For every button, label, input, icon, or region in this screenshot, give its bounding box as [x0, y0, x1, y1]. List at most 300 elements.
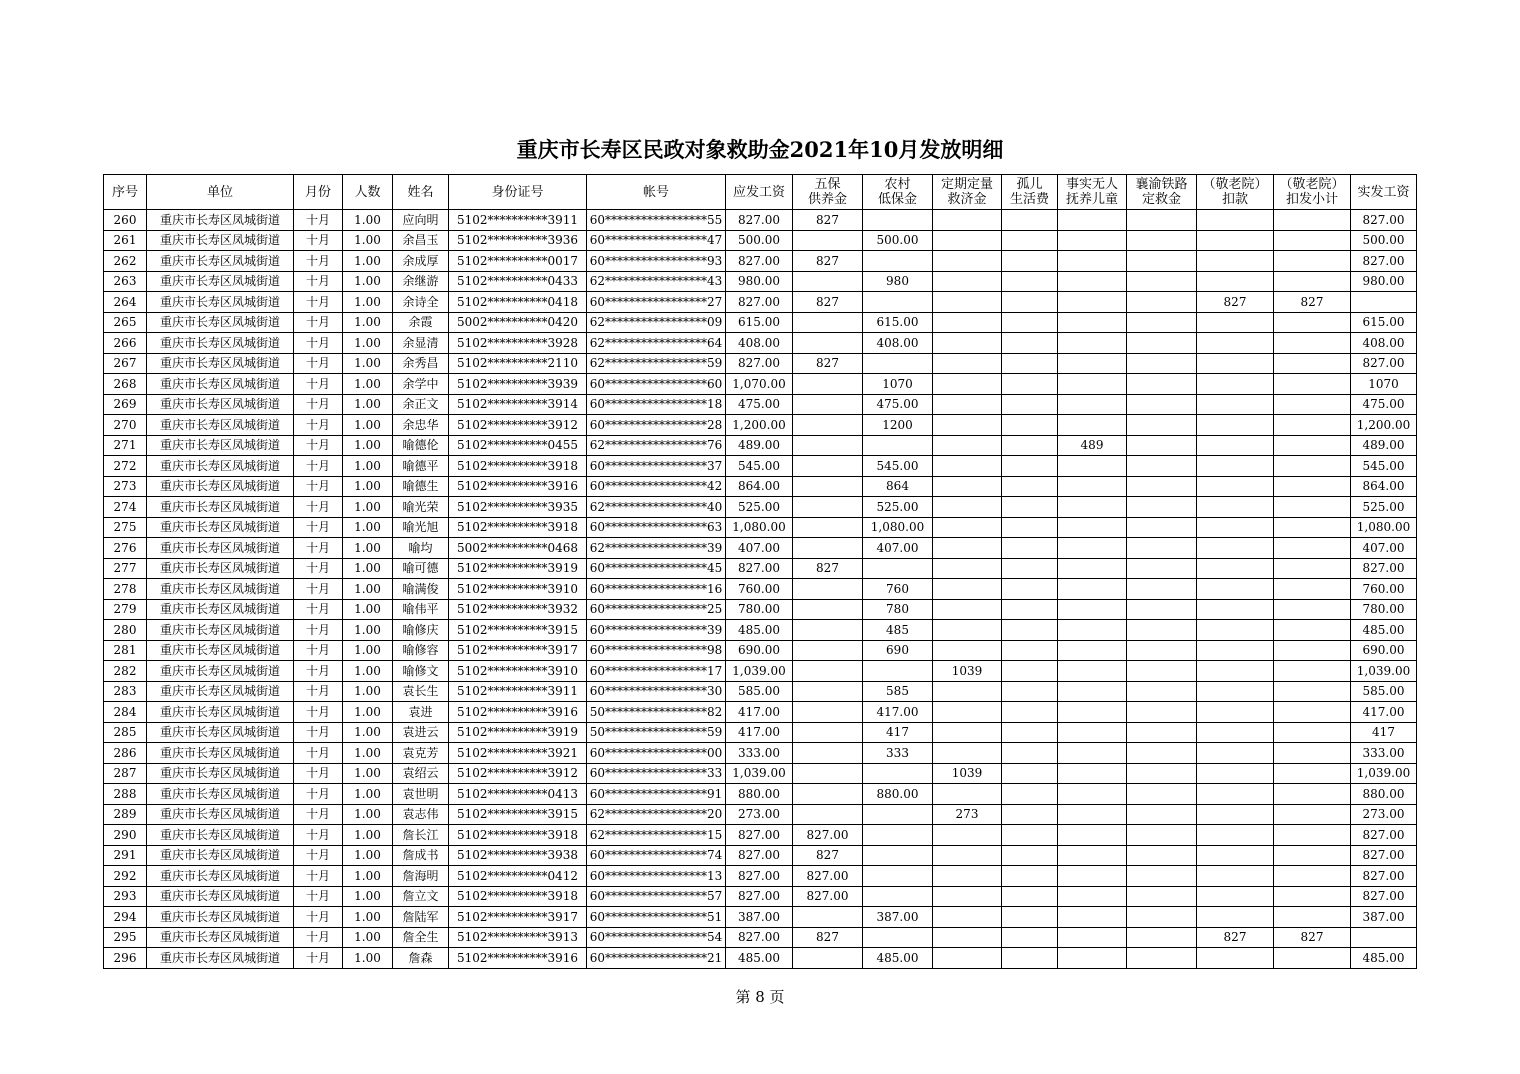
table-cell	[933, 948, 1002, 969]
table-cell	[933, 394, 1002, 415]
table-cell: 重庆市长寿区凤城街道	[147, 415, 294, 436]
table-cell: 827	[793, 353, 863, 374]
table-cell: 1.00	[343, 435, 393, 456]
table-cell: 5002**********0468	[449, 538, 587, 559]
table-cell: 重庆市长寿区凤城街道	[147, 476, 294, 497]
table-cell: 827.00	[726, 292, 793, 313]
table-cell: 喻德平	[393, 456, 449, 477]
table-cell	[793, 312, 863, 333]
table-cell: 5102**********3918	[449, 886, 587, 907]
column-header-text: 救济金	[947, 192, 987, 207]
table-cell: 1.00	[343, 415, 393, 436]
table-cell: 1.00	[343, 230, 393, 251]
table-cell	[1002, 681, 1058, 702]
table-cell: 273	[104, 476, 147, 497]
table-cell: 1,039.00	[1351, 661, 1417, 682]
table-cell: 880.00	[726, 784, 793, 805]
table-cell	[1197, 435, 1274, 456]
table-row	[104, 435, 1417, 456]
table-cell	[933, 620, 1002, 641]
table-cell: 5102**********3911	[449, 681, 587, 702]
table-cell	[1002, 784, 1058, 805]
table-cell	[863, 558, 933, 579]
table-cell	[1127, 948, 1197, 969]
table-cell: 十月	[294, 804, 343, 825]
table-cell	[793, 517, 863, 538]
table-cell: 重庆市长寿区凤城街道	[147, 886, 294, 907]
table-cell: 290	[104, 825, 147, 846]
table-cell	[1197, 886, 1274, 907]
table-cell: 60*****************91	[587, 784, 726, 805]
table-cell: 5102**********3917	[449, 640, 587, 661]
table-cell: 十月	[294, 210, 343, 231]
table-cell: 280	[104, 620, 147, 641]
table-row	[104, 763, 1417, 784]
column-header	[1058, 175, 1127, 210]
table-cell: 864.00	[1351, 476, 1417, 497]
column-header-text: 定救金	[1141, 192, 1181, 207]
table-cell	[793, 599, 863, 620]
table-cell: 重庆市长寿区凤城街道	[147, 394, 294, 415]
table-cell	[933, 927, 1002, 948]
table-cell: 827.00	[726, 353, 793, 374]
table-cell: 690	[863, 640, 933, 661]
table-cell: 重庆市长寿区凤城街道	[147, 353, 294, 374]
table-row	[104, 271, 1417, 292]
table-cell: 291	[104, 845, 147, 866]
table-cell: 1.00	[343, 927, 393, 948]
table-cell	[1002, 886, 1058, 907]
column-header-text: 定期定量	[940, 177, 993, 192]
table-cell: 1,080.00	[726, 517, 793, 538]
column-header-text: 孤儿	[1016, 177, 1043, 192]
table-cell	[1002, 333, 1058, 354]
table-cell	[793, 333, 863, 354]
table-cell: 279	[104, 599, 147, 620]
table-cell	[1274, 845, 1351, 866]
table-cell: 268	[104, 374, 147, 395]
column-header	[393, 175, 449, 210]
relief-detail-table	[103, 174, 1417, 969]
table-cell: 269	[104, 394, 147, 415]
table-cell	[793, 763, 863, 784]
table-cell: 1070	[1351, 374, 1417, 395]
table-cell: 十月	[294, 538, 343, 559]
table-cell: 60*****************17	[587, 661, 726, 682]
column-header	[1351, 175, 1417, 210]
table-cell	[1058, 886, 1127, 907]
column-header	[449, 175, 587, 210]
table-cell: 827	[793, 292, 863, 313]
table-row	[104, 599, 1417, 620]
table-cell	[1274, 538, 1351, 559]
table-cell: 263	[104, 271, 147, 292]
table-cell	[933, 907, 1002, 928]
table-row	[104, 497, 1417, 518]
table-cell	[1197, 230, 1274, 251]
table-cell: 5102**********3918	[449, 825, 587, 846]
table-cell	[1197, 210, 1274, 231]
table-cell	[933, 251, 1002, 272]
column-header	[147, 175, 294, 210]
table-cell	[793, 948, 863, 969]
table-cell	[933, 784, 1002, 805]
table-cell	[1127, 681, 1197, 702]
table-cell	[1127, 333, 1197, 354]
table-cell: 864	[863, 476, 933, 497]
table-cell	[1002, 271, 1058, 292]
table-row	[104, 743, 1417, 764]
table-cell: 60*****************28	[587, 415, 726, 436]
table-cell: 1.00	[343, 907, 393, 928]
table-row	[104, 374, 1417, 395]
table-cell: 1.00	[343, 640, 393, 661]
table-cell: 827	[793, 210, 863, 231]
table-cell: 1.00	[343, 292, 393, 313]
table-cell: 408.00	[1351, 333, 1417, 354]
table-row	[104, 722, 1417, 743]
table-cell: 272	[104, 456, 147, 477]
table-cell: 詹全生	[393, 927, 449, 948]
table-cell: 417.00	[726, 722, 793, 743]
table-cell: 294	[104, 907, 147, 928]
table-cell: 1.00	[343, 661, 393, 682]
table-cell	[1197, 394, 1274, 415]
table-cell: 827.00	[793, 825, 863, 846]
table-cell: 285	[104, 722, 147, 743]
table-cell	[1127, 784, 1197, 805]
table-cell	[1127, 599, 1197, 620]
table-cell: 喻光荣	[393, 497, 449, 518]
table-cell: 827	[793, 927, 863, 948]
table-cell: 5102**********2110	[449, 353, 587, 374]
table-cell: 293	[104, 886, 147, 907]
table-cell: 475.00	[1351, 394, 1417, 415]
table-cell: 408.00	[863, 333, 933, 354]
table-cell: 261	[104, 230, 147, 251]
table-row	[104, 353, 1417, 374]
table-cell	[1058, 271, 1127, 292]
table-cell	[1058, 804, 1127, 825]
table-cell: 60*****************57	[587, 886, 726, 907]
column-header-text: 农村	[884, 177, 911, 192]
table-cell: 余显清	[393, 333, 449, 354]
table-cell: 十月	[294, 661, 343, 682]
table-cell	[1197, 538, 1274, 559]
table-cell	[793, 230, 863, 251]
table-cell: 十月	[294, 743, 343, 764]
table-cell	[1002, 743, 1058, 764]
table-row	[104, 415, 1417, 436]
table-cell: 5102**********3911	[449, 210, 587, 231]
table-cell: 喻满俊	[393, 579, 449, 600]
table-cell: 760	[863, 579, 933, 600]
table-cell: 十月	[294, 784, 343, 805]
table-cell	[1058, 784, 1127, 805]
table-cell	[1197, 456, 1274, 477]
table-cell: 1.00	[343, 538, 393, 559]
table-cell: 十月	[294, 722, 343, 743]
table-cell	[1197, 271, 1274, 292]
table-row	[104, 230, 1417, 251]
column-header	[863, 175, 933, 210]
table-cell: 827	[1274, 927, 1351, 948]
table-cell: 重庆市长寿区凤城街道	[147, 743, 294, 764]
table-cell	[793, 497, 863, 518]
table-cell: 喻德伦	[393, 435, 449, 456]
table-cell: 827.00	[726, 558, 793, 579]
table-cell: 1.00	[343, 579, 393, 600]
table-cell	[1002, 579, 1058, 600]
table-cell	[1274, 804, 1351, 825]
table-cell: 287	[104, 763, 147, 784]
table-cell	[933, 599, 1002, 620]
table-cell: 十月	[294, 230, 343, 251]
table-cell	[1197, 948, 1274, 969]
table-cell	[1127, 538, 1197, 559]
table-cell	[1058, 210, 1127, 231]
table-cell: 十月	[294, 599, 343, 620]
table-cell: 585	[863, 681, 933, 702]
table-row	[104, 640, 1417, 661]
table-cell: 5102**********0433	[449, 271, 587, 292]
table-cell: 5102**********3919	[449, 722, 587, 743]
table-cell: 5102**********0455	[449, 435, 587, 456]
table-cell	[793, 476, 863, 497]
table-cell: 485.00	[726, 620, 793, 641]
table-cell: 267	[104, 353, 147, 374]
table-cell	[1197, 333, 1274, 354]
table-cell	[1127, 271, 1197, 292]
table-cell	[933, 866, 1002, 887]
table-cell: 重庆市长寿区凤城街道	[147, 497, 294, 518]
table-cell: 十月	[294, 640, 343, 661]
table-cell: 282	[104, 661, 147, 682]
table-row	[104, 333, 1417, 354]
table-cell	[1058, 866, 1127, 887]
table-cell: 62*****************09	[587, 312, 726, 333]
table-cell: 827.00	[1351, 558, 1417, 579]
table-row	[104, 394, 1417, 415]
table-cell: 十月	[294, 866, 343, 887]
table-cell	[933, 538, 1002, 559]
table-cell: 5102**********3912	[449, 415, 587, 436]
table-cell	[1058, 743, 1127, 764]
table-cell: 重庆市长寿区凤城街道	[147, 866, 294, 887]
table-cell	[863, 927, 933, 948]
column-header-text: 襄渝铁路	[1135, 177, 1188, 192]
table-row	[104, 702, 1417, 723]
table-cell	[1002, 292, 1058, 313]
table-cell	[793, 415, 863, 436]
table-cell: 喻修庆	[393, 620, 449, 641]
table-cell: 60*****************51	[587, 907, 726, 928]
table-cell: 詹陆军	[393, 907, 449, 928]
column-header-text: 扣发小计	[1285, 192, 1338, 207]
table-cell: 重庆市长寿区凤城街道	[147, 825, 294, 846]
table-cell: 827.00	[726, 825, 793, 846]
table-cell	[1002, 661, 1058, 682]
table-cell: 333	[863, 743, 933, 764]
table-cell	[1274, 661, 1351, 682]
table-cell: 827	[1197, 292, 1274, 313]
table-cell	[863, 845, 933, 866]
table-cell	[1058, 825, 1127, 846]
table-cell: 十月	[294, 353, 343, 374]
table-cell: 余秀昌	[393, 353, 449, 374]
page-title: 重庆市长寿区民政对象救助金2021年10月发放明细	[516, 137, 1004, 162]
table-cell: 260	[104, 210, 147, 231]
table-cell	[1002, 251, 1058, 272]
table-cell	[1274, 886, 1351, 907]
table-cell: 5102**********3916	[449, 948, 587, 969]
table-cell: 詹森	[393, 948, 449, 969]
table-cell: 重庆市长寿区凤城街道	[147, 435, 294, 456]
table-cell: 重庆市长寿区凤城街道	[147, 292, 294, 313]
table-cell: 重庆市长寿区凤城街道	[147, 456, 294, 477]
table-cell: 827	[793, 558, 863, 579]
table-cell: 270	[104, 415, 147, 436]
table-cell: 1200	[863, 415, 933, 436]
table-cell	[1002, 476, 1058, 497]
table-cell	[1058, 353, 1127, 374]
table-cell	[933, 456, 1002, 477]
table-cell	[1002, 312, 1058, 333]
table-cell: 266	[104, 333, 147, 354]
table-cell	[1197, 312, 1274, 333]
table-cell: 485.00	[1351, 948, 1417, 969]
table-cell: 余继游	[393, 271, 449, 292]
table-cell: 1.00	[343, 866, 393, 887]
table-cell	[933, 845, 1002, 866]
table-row	[104, 292, 1417, 313]
table-cell: 281	[104, 640, 147, 661]
table-cell	[793, 456, 863, 477]
table-cell: 417.00	[863, 702, 933, 723]
table-cell	[1002, 374, 1058, 395]
table-cell	[1058, 558, 1127, 579]
table-cell	[1002, 722, 1058, 743]
table-cell	[863, 886, 933, 907]
table-cell	[1127, 579, 1197, 600]
table-cell: 60*****************30	[587, 681, 726, 702]
column-header	[343, 175, 393, 210]
table-cell: 1.00	[343, 845, 393, 866]
table-cell: 1,039.00	[726, 661, 793, 682]
table-cell	[1127, 845, 1197, 866]
table-cell	[1058, 722, 1127, 743]
table-cell: 283	[104, 681, 147, 702]
table-cell	[1127, 661, 1197, 682]
table-cell: 十月	[294, 825, 343, 846]
table-cell	[1274, 210, 1351, 231]
table-cell: 5102**********3910	[449, 661, 587, 682]
column-header-text: 帐号	[642, 184, 669, 200]
table-body	[104, 210, 1417, 969]
table-cell: 喻可德	[393, 558, 449, 579]
table-cell: 284	[104, 702, 147, 723]
table-cell	[1274, 415, 1351, 436]
table-cell	[793, 579, 863, 600]
table-cell: 5002**********0420	[449, 312, 587, 333]
table-cell: 重庆市长寿区凤城街道	[147, 230, 294, 251]
table-cell	[1127, 210, 1197, 231]
table-cell: 500.00	[726, 230, 793, 251]
table-cell: 827.00	[726, 886, 793, 907]
table-cell: 1070	[863, 374, 933, 395]
table-cell	[1002, 866, 1058, 887]
table-cell	[1274, 743, 1351, 764]
table-cell: 296	[104, 948, 147, 969]
table-cell	[1127, 702, 1197, 723]
table-cell	[793, 538, 863, 559]
column-header-text: 序号	[111, 184, 138, 200]
table-cell: 5102**********3919	[449, 558, 587, 579]
table-cell	[1058, 394, 1127, 415]
table-cell: 1.00	[343, 210, 393, 231]
column-header-text: 应发工资	[732, 184, 785, 200]
table-cell: 475.00	[863, 394, 933, 415]
table-cell	[1274, 620, 1351, 641]
table-cell: 827.00	[1351, 866, 1417, 887]
table-cell	[1002, 456, 1058, 477]
table-cell	[1127, 251, 1197, 272]
column-header-text: 生活费	[1009, 192, 1049, 207]
table-cell: 重庆市长寿区凤城街道	[147, 517, 294, 538]
table-cell: 1.00	[343, 681, 393, 702]
table-cell: 60*****************63	[587, 517, 726, 538]
table-cell: 重庆市长寿区凤城街道	[147, 558, 294, 579]
table-cell: 十月	[294, 702, 343, 723]
table-cell	[1127, 476, 1197, 497]
column-header-text: 抚养儿童	[1065, 192, 1118, 207]
table-cell: 十月	[294, 374, 343, 395]
table-cell	[1127, 415, 1197, 436]
table-cell: 1,039.00	[1351, 763, 1417, 784]
table-row	[104, 210, 1417, 231]
table-cell: 1,200.00	[726, 415, 793, 436]
table-cell: 重庆市长寿区凤城街道	[147, 927, 294, 948]
table-cell: 60*****************54	[587, 927, 726, 948]
table-cell: 827.00	[726, 927, 793, 948]
table-cell	[1058, 907, 1127, 928]
table-cell	[1058, 476, 1127, 497]
table-cell: 288	[104, 784, 147, 805]
table-cell: 333.00	[726, 743, 793, 764]
table-cell: 十月	[294, 517, 343, 538]
table-cell	[933, 374, 1002, 395]
table-row	[104, 907, 1417, 928]
table-cell: 264	[104, 292, 147, 313]
table-cell	[793, 661, 863, 682]
table-cell: 重庆市长寿区凤城街道	[147, 948, 294, 969]
table-cell	[1002, 210, 1058, 231]
table-cell: 5102**********3912	[449, 763, 587, 784]
table-cell	[1058, 538, 1127, 559]
table-cell	[1127, 886, 1197, 907]
table-cell	[863, 866, 933, 887]
table-cell: 545.00	[863, 456, 933, 477]
table-cell	[1058, 312, 1127, 333]
table-cell	[1127, 763, 1197, 784]
table-cell	[1274, 558, 1351, 579]
table-cell: 60*****************13	[587, 866, 726, 887]
table-cell	[1127, 394, 1197, 415]
table-cell: 1.00	[343, 517, 393, 538]
table-cell	[1002, 415, 1058, 436]
table-cell: 十月	[294, 435, 343, 456]
table-cell	[863, 292, 933, 313]
